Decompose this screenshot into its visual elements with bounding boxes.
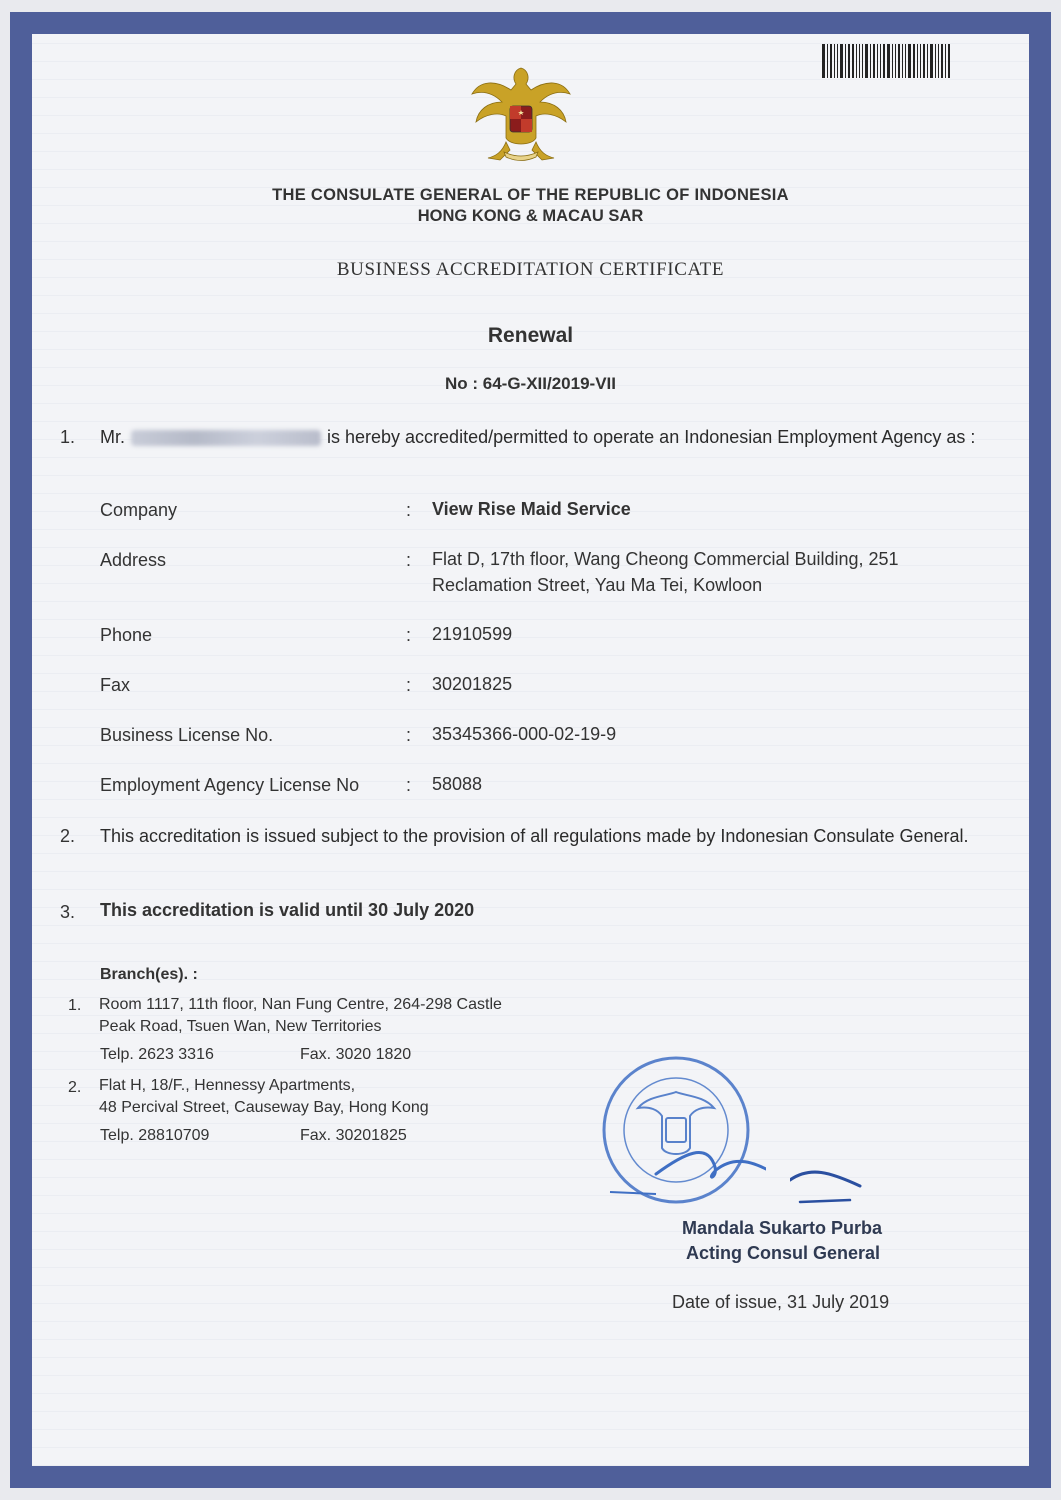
colon: : bbox=[406, 675, 412, 695]
certificate-subtitle: Renewal bbox=[487, 324, 574, 347]
label-address: Address bbox=[100, 550, 167, 570]
colon: : bbox=[406, 500, 412, 520]
barcode-bar bbox=[923, 44, 925, 78]
signatory-title: Acting Consul General bbox=[686, 1243, 881, 1263]
branches-heading: Branch(es). : bbox=[100, 966, 198, 983]
label-company: Company bbox=[100, 500, 178, 520]
branch-2-number: 2. bbox=[68, 1079, 82, 1096]
header-consulate: THE CONSULATE GENERAL OF THE REPUBLIC OF INDONESIA bbox=[272, 186, 789, 204]
barcode-bar bbox=[935, 44, 936, 78]
barcode-bar bbox=[880, 44, 881, 78]
label-business-license: Business License No. bbox=[100, 725, 274, 745]
signatory-name: Mandala Sukarto Purba bbox=[682, 1218, 883, 1238]
barcode-bar bbox=[905, 44, 906, 78]
barcode-bar bbox=[859, 44, 860, 78]
value-address-line1: Flat D, 17th floor, Wang Cheong Commercial Building, 251 bbox=[432, 549, 899, 569]
barcode-bar bbox=[948, 44, 950, 78]
branch-1-address-line1: Room 1117, 11th floor, Nan Fung Centre, 264-298 Castle bbox=[99, 996, 502, 1013]
barcode-bar bbox=[941, 44, 943, 78]
item-3-number: 3. bbox=[60, 902, 76, 922]
barcode-bar bbox=[883, 44, 885, 78]
label-agency-license: Employment Agency License No bbox=[100, 775, 360, 795]
branch-1-telp: Telp. 2623 3316 bbox=[100, 1046, 214, 1063]
barcode-bar bbox=[945, 44, 946, 78]
barcode-bar bbox=[917, 44, 918, 78]
barcode-bar bbox=[862, 44, 863, 78]
barcode-bar bbox=[877, 44, 878, 78]
barcode-bar bbox=[895, 44, 896, 78]
branch-2-fax: Fax. 30201825 bbox=[300, 1127, 407, 1144]
colon: : bbox=[406, 625, 412, 645]
barcode-bar bbox=[873, 44, 875, 78]
branch-2-telp: Telp. 28810709 bbox=[100, 1127, 210, 1144]
label-phone: Phone bbox=[100, 625, 153, 645]
barcode-bar bbox=[908, 44, 911, 78]
garuda-emblem-icon bbox=[466, 60, 576, 170]
signature-icon bbox=[790, 1160, 870, 1210]
branch-1-number: 1. bbox=[68, 997, 82, 1014]
branch-1-fax: Fax. 3020 1820 bbox=[300, 1046, 412, 1063]
value-address-line2: Reclamation Street, Yau Ma Tei, Kowloon bbox=[432, 575, 763, 595]
barcode-bar bbox=[913, 44, 915, 78]
item-3-paragraph: This accreditation is valid until 30 July 2020 bbox=[100, 900, 475, 920]
value-agency-license: 58088 bbox=[432, 774, 483, 794]
item-1-prefix: Mr. bbox=[100, 427, 125, 447]
barcode-bar bbox=[830, 44, 832, 78]
value-fax: 30201825 bbox=[432, 674, 513, 694]
barcode-bar bbox=[938, 44, 939, 78]
branch-2-address-line2: 48 Percival Street, Causeway Bay, Hong Kong bbox=[99, 1099, 429, 1116]
certificate-number: No : 64-G-XII/2019-VII bbox=[445, 374, 616, 393]
barcode-bar bbox=[848, 44, 850, 78]
barcode-bar bbox=[827, 44, 828, 78]
barcode-bar bbox=[930, 44, 933, 78]
barcode-bar bbox=[845, 44, 846, 78]
barcode-bar bbox=[865, 44, 868, 78]
redacted-name bbox=[131, 430, 321, 446]
label-fax: Fax bbox=[100, 675, 131, 695]
branch-1-address-line2: Peak Road, Tsuen Wan, New Territories bbox=[99, 1018, 382, 1035]
barcode-bar bbox=[856, 44, 857, 78]
colon: : bbox=[406, 725, 412, 745]
barcode-bar bbox=[822, 44, 825, 78]
item-2-number: 2. bbox=[60, 826, 76, 846]
header-region: HONG KONG & MACAU SAR bbox=[417, 207, 644, 225]
barcode-bar bbox=[892, 44, 893, 78]
value-business-license: 35345366-000-02-19-9 bbox=[432, 724, 617, 744]
date-of-issue: Date of issue, 31 July 2019 bbox=[672, 1292, 890, 1312]
barcode bbox=[822, 44, 980, 78]
consulate-stamp-icon bbox=[596, 1052, 766, 1212]
barcode-bar bbox=[852, 44, 854, 78]
branch-2-address-line1: Flat H, 18/F., Hennessy Apartments, bbox=[99, 1077, 356, 1094]
item-1-paragraph bbox=[100, 424, 996, 450]
barcode-bar bbox=[887, 44, 890, 78]
barcode-bar bbox=[902, 44, 903, 78]
item-1-text: is hereby accredited/permitted to operate an Indonesian Employment Agency as : bbox=[327, 427, 976, 447]
value-company: View Rise Maid Service bbox=[432, 499, 631, 519]
certificate-title: BUSINESS ACCREDITATION CERTIFICATE bbox=[336, 259, 725, 280]
value-phone: 21910599 bbox=[432, 624, 513, 644]
barcode-bar bbox=[840, 44, 843, 78]
item-2-paragraph: This accreditation is issued subject to the provision of all regulations made by Indonesian Consulate General. bbox=[100, 826, 969, 846]
barcode-bar bbox=[927, 44, 928, 78]
colon: : bbox=[406, 550, 412, 570]
colon: : bbox=[406, 775, 412, 795]
barcode-bar bbox=[898, 44, 900, 78]
barcode-bar bbox=[920, 44, 921, 78]
barcode-bar bbox=[837, 44, 838, 78]
barcode-bar bbox=[834, 44, 835, 78]
barcode-bar bbox=[870, 44, 871, 78]
item-1-number: 1. bbox=[60, 427, 76, 447]
